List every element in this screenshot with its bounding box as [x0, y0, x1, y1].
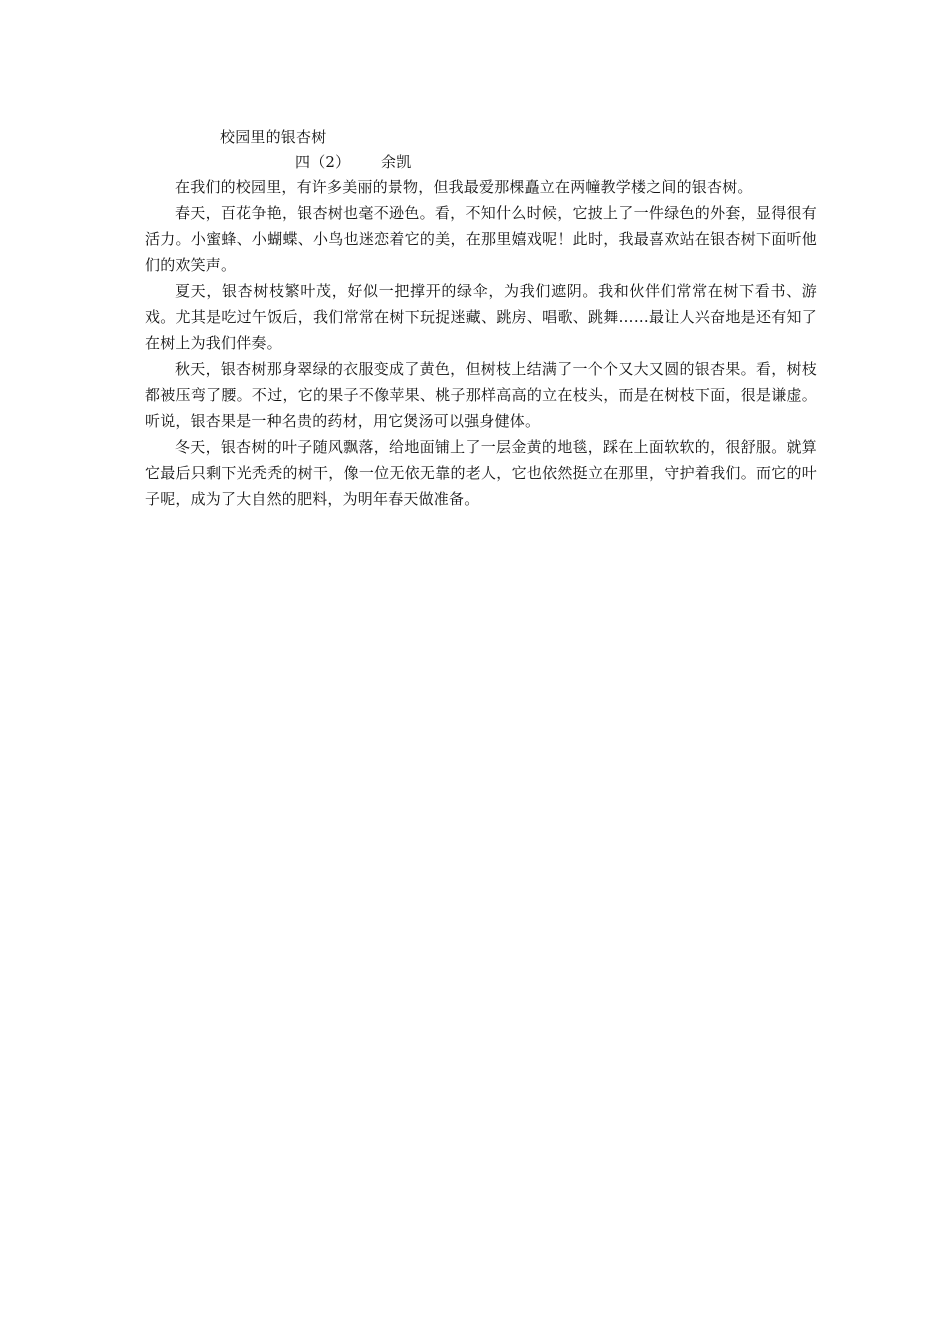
author-line: [145, 150, 817, 174]
paragraph-summer: 夏天，银杏树枝繁叶茂，好似一把撑开的绿伞，为我们遮阴。我和伙伴们常常在树下看书、游戏。尤其是吃过午饭后，我们常常在树下玩捉迷藏、跳房、唱歌、跳舞……最让人兴奋地是还有知了在树上为我们伴奏。: [145, 282, 817, 352]
paragraph-spring: 春天，百花争艳，银杏树也毫不逊色。看，不知什么时候，它披上了一件绿色的外套，显得很有活力。小蜜蜂、小蝴蝶、小鸟也迷恋着它的美，在那里嬉戏呢！此时，我最喜欢站在银杏树下面听他们的欢笑声。: [145, 204, 817, 274]
document-title: 校园里的银杏树: [220, 128, 327, 146]
paragraph-intro: 在我们的校园里，有许多美丽的景物，但我最爱那棵矗立在两幢教学楼之间的银杏树。: [175, 178, 753, 196]
paragraph-autumn: 秋天，银杏树那身翠绿的衣服变成了黄色，但树枝上结满了一个个又大又圆的银杏果。看，树枝都被压弯了腰。不过，它的果子不像苹果、桃子那样高高的立在枝头，而是在树枝下面，很是谦虚。听说，银杏果是一种名贵的药材，用它煲汤可以强身健体。: [145, 360, 817, 430]
author-name: 余凯: [381, 153, 412, 171]
author-class: 四（2）: [295, 153, 351, 171]
paragraph-winter: 冬天，银杏树的叶子随风飘落，给地面铺上了一层金黄的地毯，踩在上面软软的，很舒服。就算它最后只剩下光秃秃的树干，像一位无依无靠的老人，它也依然挺立在那里，守护着我们。而它的叶子呢，成为了大自然的肥料，为明年春天做准备。: [145, 438, 817, 508]
document-body: [145, 124, 817, 512]
